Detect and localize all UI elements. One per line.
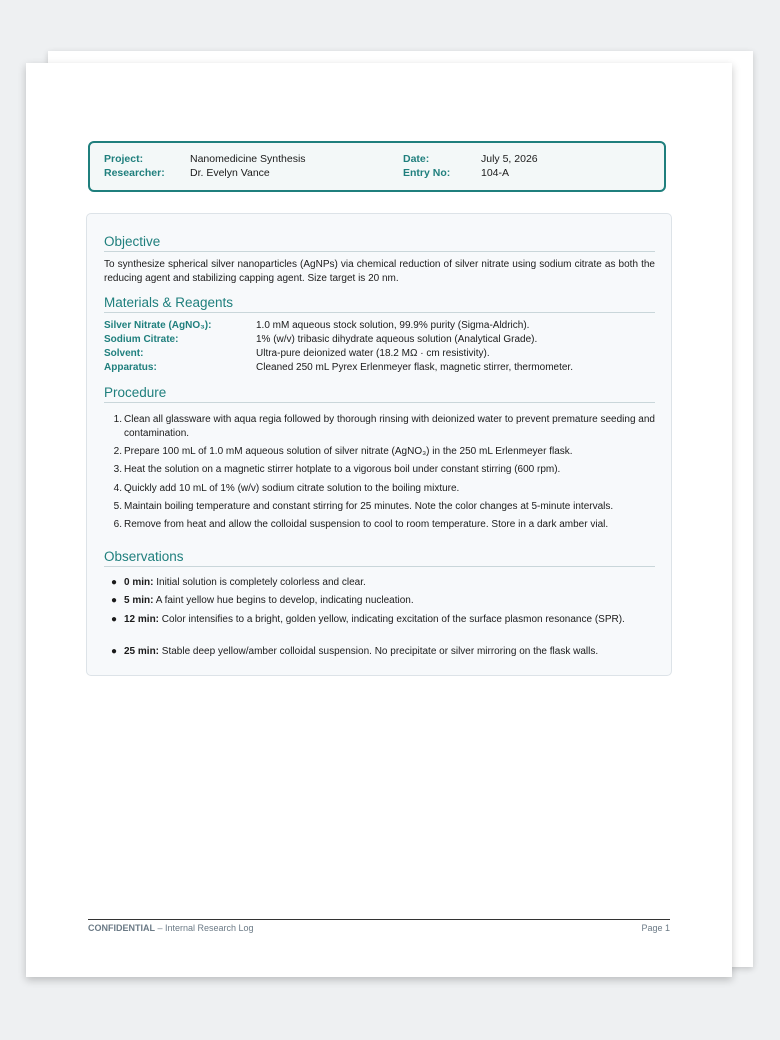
objective-heading: Objective (104, 234, 655, 252)
observation-text: Stable deep yellow/amber colloidal suspension. No precipitate or silver mirroring on the flask walls. (161, 646, 599, 657)
observation-time: 5 min: (124, 595, 154, 606)
bullet-icon: ● (111, 577, 118, 588)
project-value: Nanomedicine Synthesis (190, 153, 306, 165)
material-value: 1.0 mM aqueous stock solution, 99.9% purity (Sigma-Aldrich). (256, 320, 530, 331)
researcher-value: Dr. Evelyn Vance (190, 167, 270, 179)
step-text: Prepare 100 mL of 1.0 mM aqueous solution of silver nitrate (AgNO₃) in the 250 mL Erlenmeyer flask. (124, 446, 573, 457)
observation-text: A faint yellow hue begins to develop, indicating nucleation. (155, 595, 414, 606)
footer-label (88, 923, 254, 933)
materials-heading: Materials & Reagents (104, 295, 655, 313)
observation-time: 12 min: (124, 614, 160, 625)
date-label: Date: (403, 153, 430, 165)
entry-value: 104-A (481, 167, 510, 179)
entry-label: Entry No: (403, 167, 451, 179)
step-number: 1. (113, 414, 122, 425)
material-label: Solvent: (104, 348, 144, 359)
step-number: 2. (113, 446, 122, 457)
step-text: Clean all glassware with aqua regia followed by thorough rinsing with deionized water to prevent premature seeding and contamination. (124, 414, 655, 439)
step-number: 5. (113, 501, 122, 512)
date-value: July 5, 2026 (481, 153, 538, 165)
document-page (26, 63, 732, 977)
bullet-icon: ● (111, 646, 118, 657)
observation-text: Color intensifies to a bright, golden yellow, indicating excitation of the surface plasmon resonance (SPR). (161, 614, 625, 625)
material-value: Cleaned 250 mL Pyrex Erlenmeyer flask, magnetic stirrer, thermometer. (256, 362, 573, 373)
step-text: Heat the solution on a magnetic stirrer hotplate to a vigorous boil under constant stirring (600 rpm). (124, 464, 561, 475)
bullet-icon: ● (111, 595, 118, 606)
page-number: Page 1 (641, 923, 670, 933)
material-label: Silver Nitrate (AgNO₃): (104, 320, 212, 331)
material-value: Ultra-pure deionized water (18.2 MΩ · cm resistivity). (256, 348, 490, 359)
procedure-heading: Procedure (104, 385, 655, 403)
observation-time: 25 min: (124, 646, 160, 657)
material-label: Apparatus: (104, 362, 157, 373)
footer-subtitle: – Internal Research Log (155, 923, 254, 933)
step-text: Remove from heat and allow the colloidal suspension to cool to room temperature. Store in a dark amber vial. (124, 519, 609, 530)
project-label: Project: (104, 153, 144, 165)
objective-text: To synthesize spherical silver nanoparticles (AgNPs) via chemical reduction of silver nitrate using sodium citrate as both the reducing agent and stabilizing capping agent. Size target is 20 nm. (104, 259, 655, 284)
footer-rule (88, 919, 670, 920)
observation-text: Initial solution is completely colorless and clear. (156, 577, 366, 588)
step-text: Maintain boiling temperature and constant stirring for 25 minutes. Note the color changes at 5-minute intervals. (124, 501, 614, 512)
material-value: 1% (w/v) tribasic dihydrate aqueous solution (Analytical Grade). (256, 334, 538, 345)
entry-header-box (88, 141, 666, 192)
material-label: Sodium Citrate: (104, 334, 179, 345)
step-number: 4. (113, 483, 122, 494)
observations-heading: Observations (104, 549, 655, 567)
confidential-label: CONFIDENTIAL (88, 923, 155, 933)
step-number: 6. (113, 519, 122, 530)
observation-time: 0 min: (124, 577, 154, 588)
step-text: Quickly add 10 mL of 1% (w/v) sodium citrate solution to the boiling mixture. (124, 483, 460, 494)
content-panel (86, 213, 672, 676)
researcher-label: Researcher: (104, 167, 165, 179)
bullet-icon: ● (111, 614, 118, 625)
step-number: 3. (113, 464, 122, 475)
